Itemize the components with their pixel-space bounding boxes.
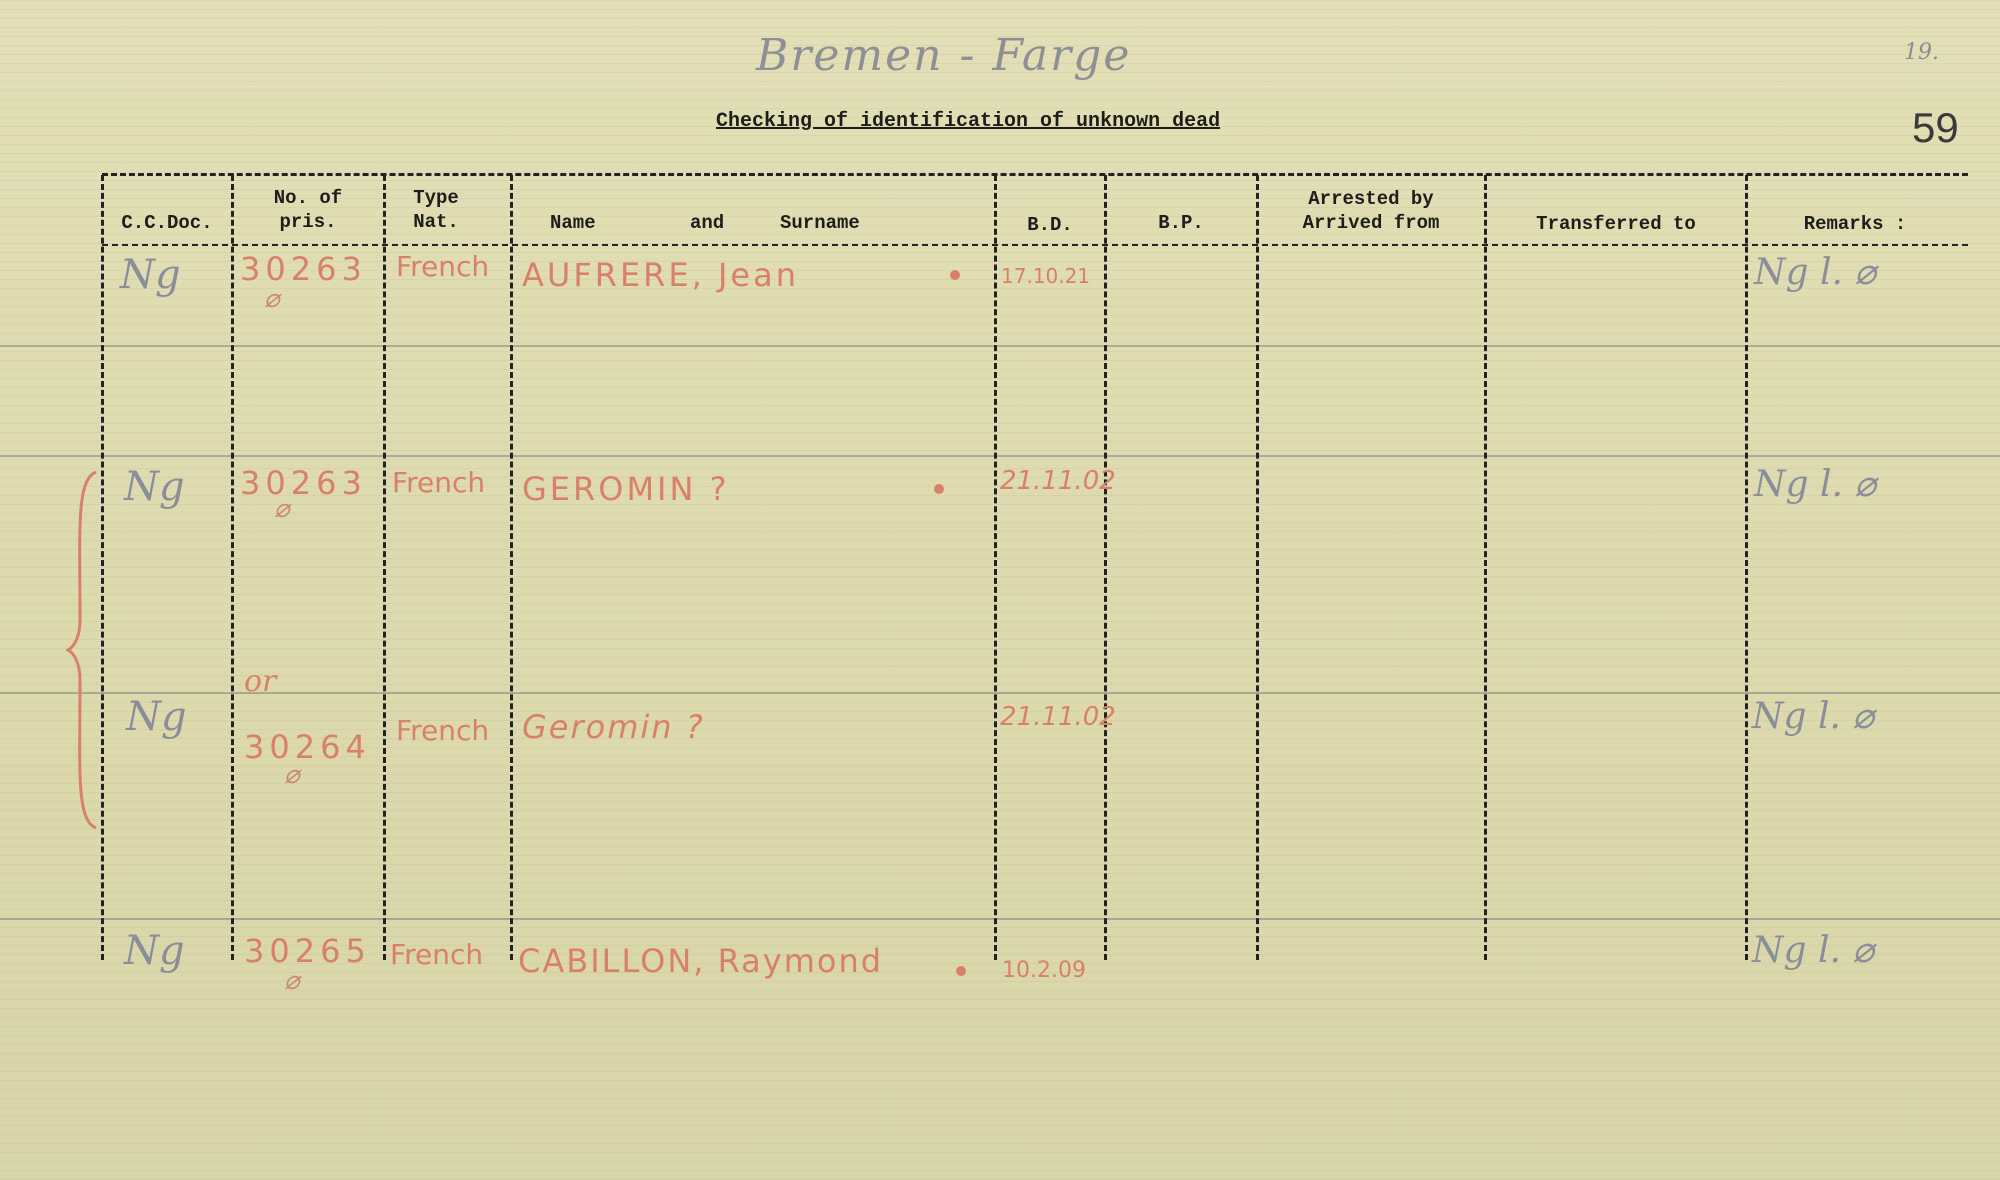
row2-prisoner-mark: ⌀ <box>274 494 290 524</box>
header-transferred-to: Transferred to <box>1536 213 1696 235</box>
row4-cc-doc: Ng <box>124 928 185 974</box>
header-remarks: Remarks : <box>1803 213 1907 235</box>
header-arrested-by: Arrested by <box>1308 188 1434 210</box>
row4-birth-date: 10.2.09 <box>1002 958 1086 983</box>
row3-nationality: French <box>396 714 490 747</box>
row2-dot-mark <box>934 484 944 494</box>
page-number-small: 19. <box>1904 40 1939 65</box>
row3-birth-date: 21.11.02 <box>1000 702 1116 732</box>
row2-nationality: French <box>392 466 486 499</box>
column-divider <box>231 175 234 960</box>
row4-nationality: French <box>390 938 484 971</box>
header-nat: Nat. <box>413 211 459 233</box>
header-pris: pris. <box>279 211 337 233</box>
row4-remarks: Ng l. ⌀ <box>1752 930 1875 971</box>
row2-name: GEROMIN ? <box>522 470 730 508</box>
column-divider <box>1745 175 1748 960</box>
row2-prisoner-no: 30263 <box>240 464 367 502</box>
header-surname: Surname <box>780 212 860 234</box>
row1-remarks: Ng l. ⌀ <box>1754 252 1877 293</box>
header-birth-date: B.D. <box>1027 214 1073 236</box>
column-divider <box>510 175 513 960</box>
header-and: and <box>690 212 725 234</box>
row-rule <box>0 692 2000 694</box>
header-type: Type <box>413 187 459 209</box>
row1-nationality: French <box>396 250 490 283</box>
row1-name: AUFRERE, Jean <box>522 256 799 294</box>
row4-prisoner-mark: ⌀ <box>284 966 300 996</box>
row1-dot-mark <box>950 270 960 280</box>
column-divider <box>383 175 386 960</box>
header-name: Name <box>550 212 596 234</box>
column-divider <box>101 175 104 960</box>
grouping-brace <box>66 470 100 830</box>
row-rule <box>0 455 2000 457</box>
row3-or-note: or <box>244 664 277 699</box>
header-no-of: No. of <box>273 187 343 209</box>
column-divider <box>1256 175 1259 960</box>
header-cc-doc: C.C.Doc. <box>121 212 213 234</box>
row3-prisoner-mark: ⌀ <box>284 760 300 790</box>
column-divider <box>1104 175 1107 960</box>
place-title: Bremen - Farge <box>756 30 1132 81</box>
row3-name: Geromin ? <box>522 708 705 746</box>
column-divider <box>1484 175 1487 960</box>
row-rule <box>0 918 2000 920</box>
row3-cc-doc: Ng <box>126 694 187 740</box>
row-rule <box>0 345 2000 347</box>
row3-prisoner-no: 30264 <box>244 728 371 766</box>
header-arrived-from: Arrived from <box>1302 212 1440 234</box>
form-title: Checking of identification of unknown dead <box>716 110 1221 133</box>
row1-cc-doc: Ng <box>120 252 181 298</box>
row1-prisoner-mark: ⌀ <box>264 284 280 314</box>
row2-remarks: Ng l. ⌀ <box>1754 464 1877 505</box>
header-birth-place: B.P. <box>1158 212 1204 234</box>
row1-birth-date: 17.10.21 <box>1001 264 1091 288</box>
table-top-border <box>102 173 1968 176</box>
row4-prisoner-no: 30265 <box>244 932 371 970</box>
row3-remarks: Ng l. ⌀ <box>1752 696 1875 737</box>
table-header-divider <box>102 244 1968 246</box>
row2-cc-doc: Ng <box>124 464 185 510</box>
row4-name: CABILLON, Raymond <box>518 942 884 980</box>
row2-birth-date: 21.11.02 <box>1000 466 1116 496</box>
row4-dot-mark <box>956 966 966 976</box>
row1-prisoner-no: 30263 <box>240 250 367 288</box>
column-divider <box>994 175 997 960</box>
page-number: 59 <box>1912 104 1959 151</box>
